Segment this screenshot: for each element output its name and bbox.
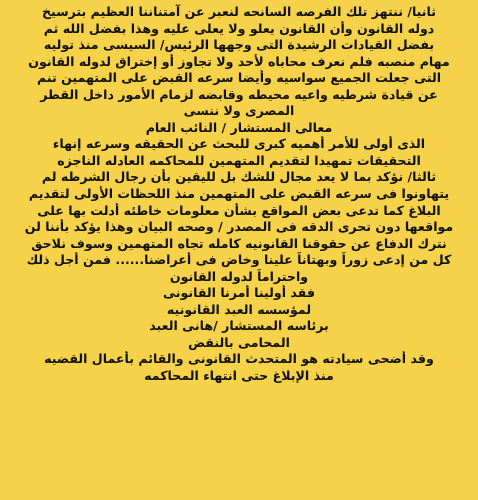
text-line: فقد أولينا أمرنا القانونى — [163, 285, 315, 301]
text-line: عن قيادة شرطيه واعيه محيطه وقابضه لزمام الأمور داخل القطر — [40, 86, 438, 102]
text-line: واحتراماً لدوله القانون — [169, 268, 309, 284]
text-line: مهام منصبه فلم نعرف محاباه لأحد ولا تجاوز أو إختراق لدوله القانون — [28, 53, 450, 69]
text-line: يتهاونوا فى سرعه القبض على المتهمين منذ اللحظات الأولى لتقديم — [28, 186, 450, 202]
text-line: دوله القانون وأن القانون يعلو ولا يعلى عليه وهذا بفضل الله ثم — [43, 20, 435, 36]
text-line: منذ الإبلاغ حتى انتهاء المحاكمه — [144, 368, 334, 384]
text-line: الذى أولى للأمر أهميه كبرى للبحث عن الحقيقه وسرعه إنهاء — [52, 136, 426, 152]
text-line: كل من إدعى زوراً وبهتاناً علينا وخاض فى أعراضنا...... فمن أجل ذلك — [26, 252, 452, 268]
text-line: التى جعلت الجميع سواسيه وأيضا سرعه القبض على المتهمين تنم — [36, 70, 442, 86]
text-line: ثانيا/ ننتهز تلك الفرصه السانحه لنعبر عن آمتناننا العظيم بترسيخ — [41, 4, 436, 19]
text-line: التحقيقات تمهيدا لتقديم المتهمين للمحاكمه العادله الناجزه — [57, 152, 421, 168]
text-line: مواقعها دون تحرى الدقه فى المصدر / وصحه البيان وهذا يؤكد بأننا لن — [24, 219, 454, 235]
text-line: المحامى بالنقض — [188, 334, 290, 350]
text-line: بفضل القيادات الرشيدة التى وجهها الرئيس/ السيسى منذ توليه — [43, 37, 435, 53]
heading-line: معالى المستشار / النائب العام — [145, 119, 333, 135]
text-line: نترك الدفاع عن حقوقنا القانونيه كامله تجاه المتهمين وسوف نلاحق — [31, 235, 447, 251]
text-line: المصرى ولا ننسى — [183, 103, 295, 119]
text-line: وقد أضحى سيادته هو المتحدث القانونى والقائم بأعمال القضيه — [44, 351, 434, 367]
text-line: برئاسه المستشار /هانى العبد — [149, 318, 329, 334]
text-line: البلاغ كما تدعى بعض المواقع بشأن معلومات خاطئه أدلت بها على — [37, 202, 441, 218]
text-line: لمؤسسه العبد القانونيه — [166, 301, 312, 317]
text-line: ثالثا/ نؤكد بما لا يعد مجال للشك بل لليقين بأن رجال الشرطه لم — [41, 169, 437, 185]
